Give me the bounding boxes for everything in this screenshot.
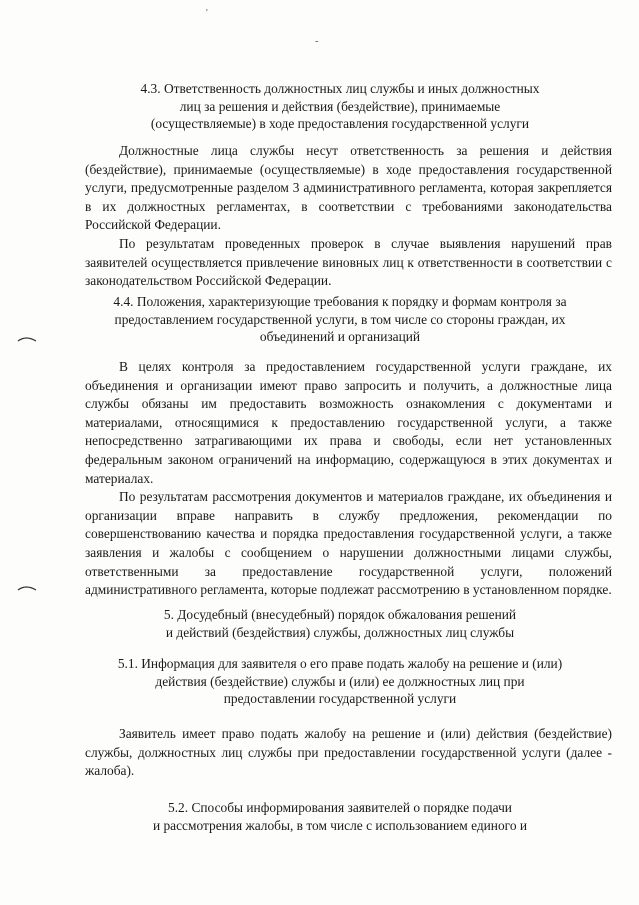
heading-line: действия (бездействие) службы и (или) ее должностных лиц при: [155, 673, 525, 689]
punch-mark-icon: [16, 334, 38, 344]
heading-line: лиц за решения и действия (бездействие), принимаемые: [179, 98, 501, 114]
scan-speck: -: [315, 36, 319, 47]
heading-line: 5. Досудебный (внесудебный) порядок обжалования решений: [163, 607, 517, 622]
heading-line: 5.1. Информация для заявителя о его праве подать жалобу на решение и (или): [117, 656, 563, 671]
paragraph: По результатам проведенных проверок в случае выявления нарушений прав заявителей осуществляется привлечение виновных лиц к ответственности в соответствии с законодательством Российской Федерации.: [85, 235, 612, 289]
paragraph: Заявитель имеет право подать жалобу на решение и (или) действия (бездействие) службы, должностных лиц службы при предоставлении государственной услуги (далее - жалоба).: [85, 726, 612, 779]
heading-line: и рассмотрения жалобы, в том числе с использованием единого и: [152, 817, 528, 833]
section-heading-5: [70, 606, 610, 641]
heading-line: 4.4. Положения, характеризующие требования к порядку и формам контроля за: [113, 294, 567, 309]
section-body-5-1: [85, 725, 612, 781]
paragraph: Должностные лица службы несут ответственность за решения и действия (бездействие), принимаемые (осуществляемые) в ходе предоставления государственной услуги, предусмотренные разделом 3 административного регламента, которая закрепляется в их должностных регламентах, в соответствии с требованиями законодательства Российской Федерации.: [85, 143, 612, 233]
section-heading-5-2: [70, 799, 610, 834]
heading-line: (осуществляемые) в ходе предоставления государственной услуги: [150, 116, 530, 131]
heading-line: предоставлением государственной услуги, в том числе со стороны граждан, их: [114, 311, 566, 327]
paragraph: В целях контроля за предоставлением государственной услуги граждане, их объединения и организации имеют право запросить и получить, а должностные лица службы обязаны им предоставить возможность ознакомления с документами и материалами, относящимися к предоставлению государственной услуги, а также непосредственно затрагивающими их права и свободы, если нет установленных федеральным законом ограничений на информацию, содержащуюся в этих документах и материалах.: [85, 359, 612, 486]
section-heading-5-1: [70, 655, 610, 708]
paragraph: По результатам рассмотрения документов и материалов граждане, их объединения и организации вправе направить в службу предложения, рекомендации по совершенствованию качества и порядка предоставления государственной услуги, а также заявления и жалобы с сообщением о нарушении должностными лицами службы, ответственными за предоставление государственной услуги, положений административного регламента, которые подлежат рассмотрению в установленном порядке.: [85, 489, 612, 598]
section-body-4-4: [85, 358, 612, 600]
heading-line: объединений и организаций: [259, 329, 421, 344]
heading-line: и действий (бездействия) службы, должностных лиц службы: [165, 624, 515, 640]
heading-line: предоставлении государственной услуги: [223, 691, 457, 706]
punch-mark-icon: [16, 583, 38, 593]
scan-speck: ': [206, 8, 208, 19]
section-heading-4-3: [70, 80, 610, 133]
section-heading-4-4: [70, 293, 610, 346]
heading-line: 5.2. Способы информирования заявителей о порядке подачи: [168, 800, 512, 815]
heading-line: 4.3. Ответственность должностных лиц службы и иных должностных: [140, 81, 540, 96]
section-body-4-3: [85, 142, 612, 291]
